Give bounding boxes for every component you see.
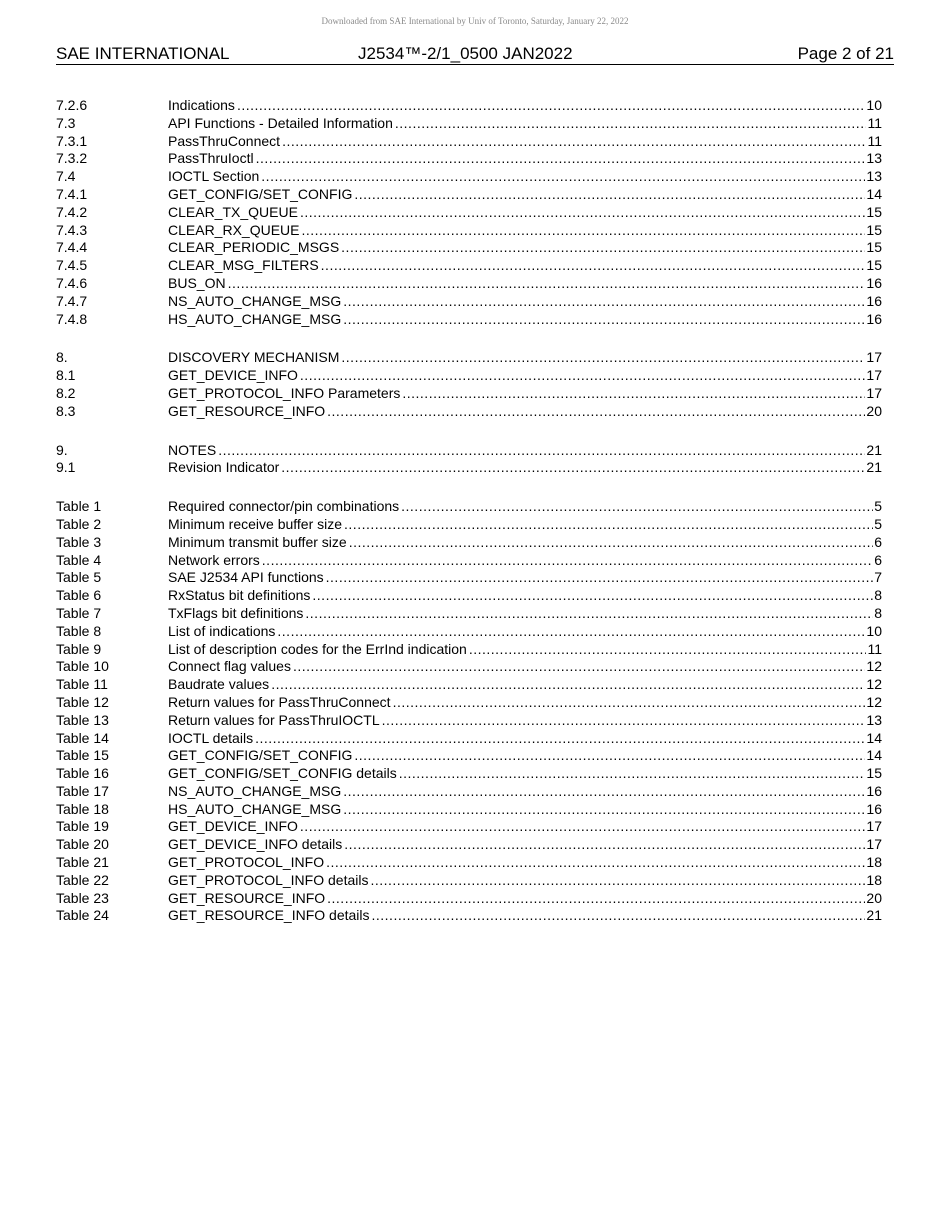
toc-leader-dots <box>305 605 873 623</box>
toc-entry-number: Table 19 <box>56 818 109 835</box>
toc-entry[interactable] <box>56 257 882 275</box>
toc-leader-dots <box>349 534 874 552</box>
toc-entry-page: 12 <box>866 693 882 710</box>
toc-entry-number: Table 8 <box>56 622 102 639</box>
toc-leader-dots <box>393 694 866 712</box>
toc-entry-number: Table 4 <box>56 551 102 568</box>
toc-entry-number: 8.1 <box>56 367 76 384</box>
toc-entry-title: Indications <box>168 97 235 113</box>
toc-entry-number: Table 16 <box>56 765 109 782</box>
toc-leader-dots <box>341 349 865 367</box>
toc-entry[interactable] <box>56 801 882 819</box>
toc-entry-page: 8 <box>874 604 882 621</box>
toc-leader-dots <box>343 783 865 801</box>
toc-entry[interactable] <box>56 239 882 257</box>
toc-entry[interactable] <box>56 204 882 222</box>
toc-entry-number: Table 11 <box>56 676 108 693</box>
toc-entry[interactable] <box>56 623 882 641</box>
toc-entry-title: API Functions - Detailed Information <box>168 114 393 131</box>
toc-entry-page: 15 <box>866 765 882 782</box>
toc-leader-dots <box>343 311 865 329</box>
toc-leader-dots <box>271 676 865 694</box>
toc-entry-title: List of indications <box>168 622 276 639</box>
toc-entry[interactable] <box>56 115 882 133</box>
toc-entry-title: CLEAR_TX_QUEUE <box>168 203 298 220</box>
toc-entry-title: PassThruConnect <box>168 132 281 149</box>
toc-entry-number: 7.4.4 <box>56 239 88 256</box>
toc-entry[interactable] <box>56 97 882 115</box>
toc-leader-dots <box>372 907 866 925</box>
toc-entry-title: CLEAR_RX_QUEUE <box>168 221 300 238</box>
toc-entry-title: GET_RESOURCE_INFO <box>168 889 326 906</box>
toc-entry[interactable] <box>56 783 882 801</box>
toc-entry-number: Table 20 <box>56 836 109 853</box>
toc-leader-dots <box>261 168 865 186</box>
toc-entry-number: Table 7 <box>56 604 102 621</box>
toc-entry-number: 7.3 <box>56 114 76 131</box>
toc-entry-page: 12 <box>866 658 882 675</box>
toc-entry-title: GET_DEVICE_INFO details <box>168 836 343 853</box>
toc-entry-number: Table 5 <box>56 569 102 586</box>
toc-entry-number: Table 1 <box>56 498 102 515</box>
toc-entry-title: Revision Indicator <box>168 459 280 476</box>
toc-entry-page: 7 <box>874 569 882 586</box>
toc-entry-page: 16 <box>866 292 882 309</box>
toc-leader-dots <box>281 459 865 477</box>
toc-entry-number: Table 13 <box>56 711 109 728</box>
toc-entry-number: 8.3 <box>56 402 76 419</box>
toc-entry[interactable] <box>56 275 882 293</box>
toc-entry-number: Table 2 <box>56 515 102 532</box>
page-header <box>56 44 894 65</box>
header-document-number: J2534™-2/1_0500 JAN2022 <box>358 44 573 63</box>
toc-group <box>56 498 882 925</box>
toc-entry-page: 5 <box>874 498 882 515</box>
toc-entry[interactable] <box>56 836 882 854</box>
toc-entry-number: Table 18 <box>56 800 109 817</box>
toc-leader-dots <box>395 115 867 133</box>
toc-entry-page: 17 <box>866 818 882 835</box>
toc-leader-dots <box>401 498 873 516</box>
toc-entry[interactable] <box>56 349 882 367</box>
toc-entry-title: GET_CONFIG/SET_CONFIG details <box>168 765 397 782</box>
toc-entry-number: Table 24 <box>56 907 109 924</box>
toc-entry[interactable] <box>56 658 882 676</box>
toc-entry-page: 15 <box>866 221 882 238</box>
toc-entry-number: Table 22 <box>56 871 109 888</box>
toc-entry-page: 8 <box>874 587 882 604</box>
toc-leader-dots <box>354 747 865 765</box>
toc-entry[interactable] <box>56 222 882 240</box>
toc-entry[interactable] <box>56 534 882 552</box>
toc-entry-title: DISCOVERY MECHANISM <box>168 349 340 366</box>
toc-group <box>56 442 882 478</box>
toc-entry-page: 16 <box>866 274 882 291</box>
toc-entry-title: GET_RESOURCE_INFO <box>168 402 326 419</box>
toc-entry-number: 7.2.6 <box>56 97 88 113</box>
toc-entry-number: Table 9 <box>56 640 102 657</box>
toc-entry-title: GET_DEVICE_INFO <box>168 818 298 835</box>
toc-entry-title: Required connector/pin combinations <box>168 498 400 515</box>
toc-entry-page: 17 <box>866 384 882 401</box>
toc-leader-dots <box>327 890 865 908</box>
toc-entry[interactable] <box>56 442 882 460</box>
toc-entry-number: 7.4.1 <box>56 185 88 202</box>
toc-entry[interactable] <box>56 293 882 311</box>
toc-entry-title: Minimum receive buffer size <box>168 515 343 532</box>
toc-leader-dots <box>326 569 874 587</box>
toc-entry-page: 10 <box>866 97 882 113</box>
toc-leader-dots <box>302 222 866 240</box>
toc-leader-dots <box>256 150 866 168</box>
toc-leader-dots <box>370 872 865 890</box>
toc-entry-number: Table 12 <box>56 693 109 710</box>
toc-entry-page: 15 <box>866 257 882 274</box>
toc-entry-title: TxFlags bit definitions <box>168 604 304 621</box>
toc-entry[interactable] <box>56 403 882 421</box>
toc-entry[interactable] <box>56 676 882 694</box>
toc-entry-page: 11 <box>867 114 882 131</box>
toc-entry-number: 7.4.7 <box>56 292 88 309</box>
toc-entry-number: Table 10 <box>56 658 109 675</box>
toc-entry[interactable] <box>56 311 882 329</box>
toc-entry[interactable] <box>56 747 882 765</box>
toc-entry-number: Table 15 <box>56 747 109 764</box>
toc-entry-page: 15 <box>866 239 882 256</box>
toc-entry-number: 8. <box>56 349 68 366</box>
toc-leader-dots <box>282 133 866 151</box>
toc-entry[interactable] <box>56 587 882 605</box>
toc-entry-title: Return values for PassThruConnect <box>168 693 391 710</box>
toc-entry-number: 7.3.1 <box>56 132 88 149</box>
toc-entry-title: BUS_ON <box>168 274 226 291</box>
toc-leader-dots <box>399 765 866 783</box>
toc-entry[interactable] <box>56 712 882 730</box>
toc-entry-title: HS_AUTO_CHANGE_MSG <box>168 310 342 327</box>
toc-entry-title: HS_AUTO_CHANGE_MSG <box>168 800 342 817</box>
toc-entry-page: 5 <box>874 515 882 532</box>
toc-entry-title: RxStatus bit definitions <box>168 587 311 604</box>
toc-leader-dots <box>218 442 865 460</box>
toc-entry[interactable] <box>56 854 882 872</box>
toc-entry-title: Connect flag values <box>168 658 291 675</box>
toc-entry[interactable] <box>56 367 882 385</box>
toc-leader-dots <box>228 275 866 293</box>
toc-group <box>56 349 882 420</box>
toc-entry-page: 17 <box>866 836 882 853</box>
toc-leader-dots <box>300 204 865 222</box>
toc-entry-title: IOCTL details <box>168 729 254 746</box>
toc-entry-title: NS_AUTO_CHANGE_MSG <box>168 292 342 309</box>
toc-entry[interactable] <box>56 385 882 403</box>
toc-entry-page: 14 <box>866 729 882 746</box>
toc-entry-title: GET_PROTOCOL_INFO details <box>168 871 369 888</box>
toc-leader-dots <box>321 257 866 275</box>
toc-leader-dots <box>300 367 866 385</box>
toc-leader-dots <box>312 587 873 605</box>
toc-leader-dots <box>255 730 865 748</box>
toc-entry-page: 21 <box>866 459 882 476</box>
toc-leader-dots <box>327 403 865 421</box>
toc-entry[interactable] <box>56 641 882 659</box>
toc-entry[interactable] <box>56 694 882 712</box>
toc-entry[interactable] <box>56 569 882 587</box>
toc-leader-dots <box>293 658 865 676</box>
toc-entry-number: 8.2 <box>56 384 76 401</box>
toc-entry-page: 13 <box>866 150 882 167</box>
toc-entry-title: Return values for PassThruIOCTL <box>168 711 380 728</box>
toc-entry-number: 7.4.6 <box>56 274 88 291</box>
toc-entry-number: 9.1 <box>56 459 76 476</box>
toc-entry-title: List of description codes for the ErrInd indication <box>168 640 467 657</box>
toc-entry-page: 21 <box>866 441 882 458</box>
toc-entry-title: CLEAR_PERIODIC_MSGS <box>168 239 340 256</box>
toc-entry[interactable] <box>56 133 882 151</box>
toc-entry-page: 18 <box>866 854 882 871</box>
toc-entry-page: 16 <box>866 782 882 799</box>
toc-entry[interactable] <box>56 907 882 925</box>
toc-entry-number: Table 14 <box>56 729 109 746</box>
toc-leader-dots <box>341 239 865 257</box>
toc-entry-title: Network errors <box>168 551 260 568</box>
toc-entry-number: Table 17 <box>56 782 109 799</box>
toc-entry-title: GET_RESOURCE_INFO details <box>168 907 370 924</box>
toc-entry-number: Table 3 <box>56 533 102 550</box>
toc-entry-page: 13 <box>866 711 882 728</box>
toc-leader-dots <box>277 623 865 641</box>
toc-entry-number: 7.3.2 <box>56 150 88 167</box>
toc-entry-number: 9. <box>56 441 68 458</box>
toc-entry-page: 20 <box>866 889 882 906</box>
table-of-contents <box>56 97 882 925</box>
toc-entry-title: GET_PROTOCOL_INFO <box>168 854 325 871</box>
toc-entry-page: 11 <box>867 640 882 657</box>
toc-entry-title: NS_AUTO_CHANGE_MSG <box>168 782 342 799</box>
toc-entry-page: 17 <box>866 367 882 384</box>
toc-entry-title: Minimum transmit buffer size <box>168 533 347 550</box>
toc-entry-page: 10 <box>866 622 882 639</box>
toc-entry-number: Table 6 <box>56 587 102 604</box>
toc-entry-page: 14 <box>866 747 882 764</box>
toc-entry-page: 18 <box>866 871 882 888</box>
toc-entry-page: 16 <box>866 800 882 817</box>
toc-leader-dots <box>343 801 865 819</box>
toc-entry-page: 11 <box>867 132 882 149</box>
toc-entry-number: 7.4.5 <box>56 257 88 274</box>
toc-entry[interactable] <box>56 818 882 836</box>
toc-entry-title: CLEAR_MSG_FILTERS <box>168 257 319 274</box>
toc-entry-number: 7.4.2 <box>56 203 88 220</box>
toc-entry[interactable] <box>56 605 882 623</box>
toc-entry[interactable] <box>56 765 882 783</box>
toc-entry[interactable] <box>56 168 882 186</box>
download-watermark: Downloaded from SAE International by Univ of Toronto, Saturday, January 22, 2022 <box>321 16 629 26</box>
toc-entry-page: 6 <box>874 533 882 550</box>
toc-leader-dots <box>343 293 865 311</box>
toc-leader-dots <box>382 712 866 730</box>
toc-leader-dots <box>262 552 873 570</box>
toc-entry[interactable] <box>56 730 882 748</box>
header-organization: SAE INTERNATIONAL <box>56 44 230 63</box>
toc-entry-page: 14 <box>866 185 882 202</box>
toc-leader-dots <box>344 516 873 534</box>
toc-entry-page: 21 <box>866 907 882 924</box>
toc-entry[interactable] <box>56 552 882 570</box>
toc-entry-page: 6 <box>874 551 882 568</box>
toc-entry-number: 7.4 <box>56 168 76 185</box>
toc-entry-title: GET_CONFIG/SET_CONFIG <box>168 747 353 764</box>
toc-entry-page: 15 <box>866 203 882 220</box>
toc-entry[interactable] <box>56 186 882 204</box>
toc-entry-title: Baudrate values <box>168 676 270 693</box>
toc-entry-number: Table 23 <box>56 889 109 906</box>
toc-leader-dots <box>344 836 865 854</box>
toc-entry-page: 12 <box>866 676 882 693</box>
toc-entry-title: GET_PROTOCOL_INFO Parameters <box>168 384 401 401</box>
header-page-number: Page 2 of 21 <box>797 44 894 63</box>
toc-entry-title: NOTES <box>168 441 217 458</box>
toc-leader-dots <box>300 818 866 836</box>
toc-entry-page: 16 <box>866 310 882 327</box>
toc-entry-title: SAE J2534 API functions <box>168 569 324 586</box>
toc-entry-number: 7.4.8 <box>56 310 88 327</box>
toc-entry-page: 17 <box>866 349 882 366</box>
toc-entry[interactable] <box>56 516 882 534</box>
toc-entry[interactable] <box>56 498 882 516</box>
toc-leader-dots <box>469 641 867 659</box>
toc-entry[interactable] <box>56 459 882 477</box>
toc-entry-title: PassThruIoctl <box>168 150 254 167</box>
toc-leader-dots <box>402 385 865 403</box>
toc-leader-dots <box>354 186 865 204</box>
toc-entry[interactable] <box>56 890 882 908</box>
toc-entry-page: 13 <box>866 168 882 185</box>
toc-entry-number: Table 21 <box>56 854 109 871</box>
toc-entry-title: IOCTL Section <box>168 168 260 185</box>
toc-leader-dots <box>237 97 865 115</box>
toc-group <box>56 97 882 328</box>
toc-entry[interactable] <box>56 872 882 890</box>
toc-entry-title: GET_DEVICE_INFO <box>168 367 298 384</box>
toc-entry[interactable] <box>56 150 882 168</box>
toc-entry-page: 20 <box>866 402 882 419</box>
toc-entry-title: GET_CONFIG/SET_CONFIG <box>168 185 353 202</box>
toc-leader-dots <box>326 854 865 872</box>
toc-entry-number: 7.4.3 <box>56 221 88 238</box>
